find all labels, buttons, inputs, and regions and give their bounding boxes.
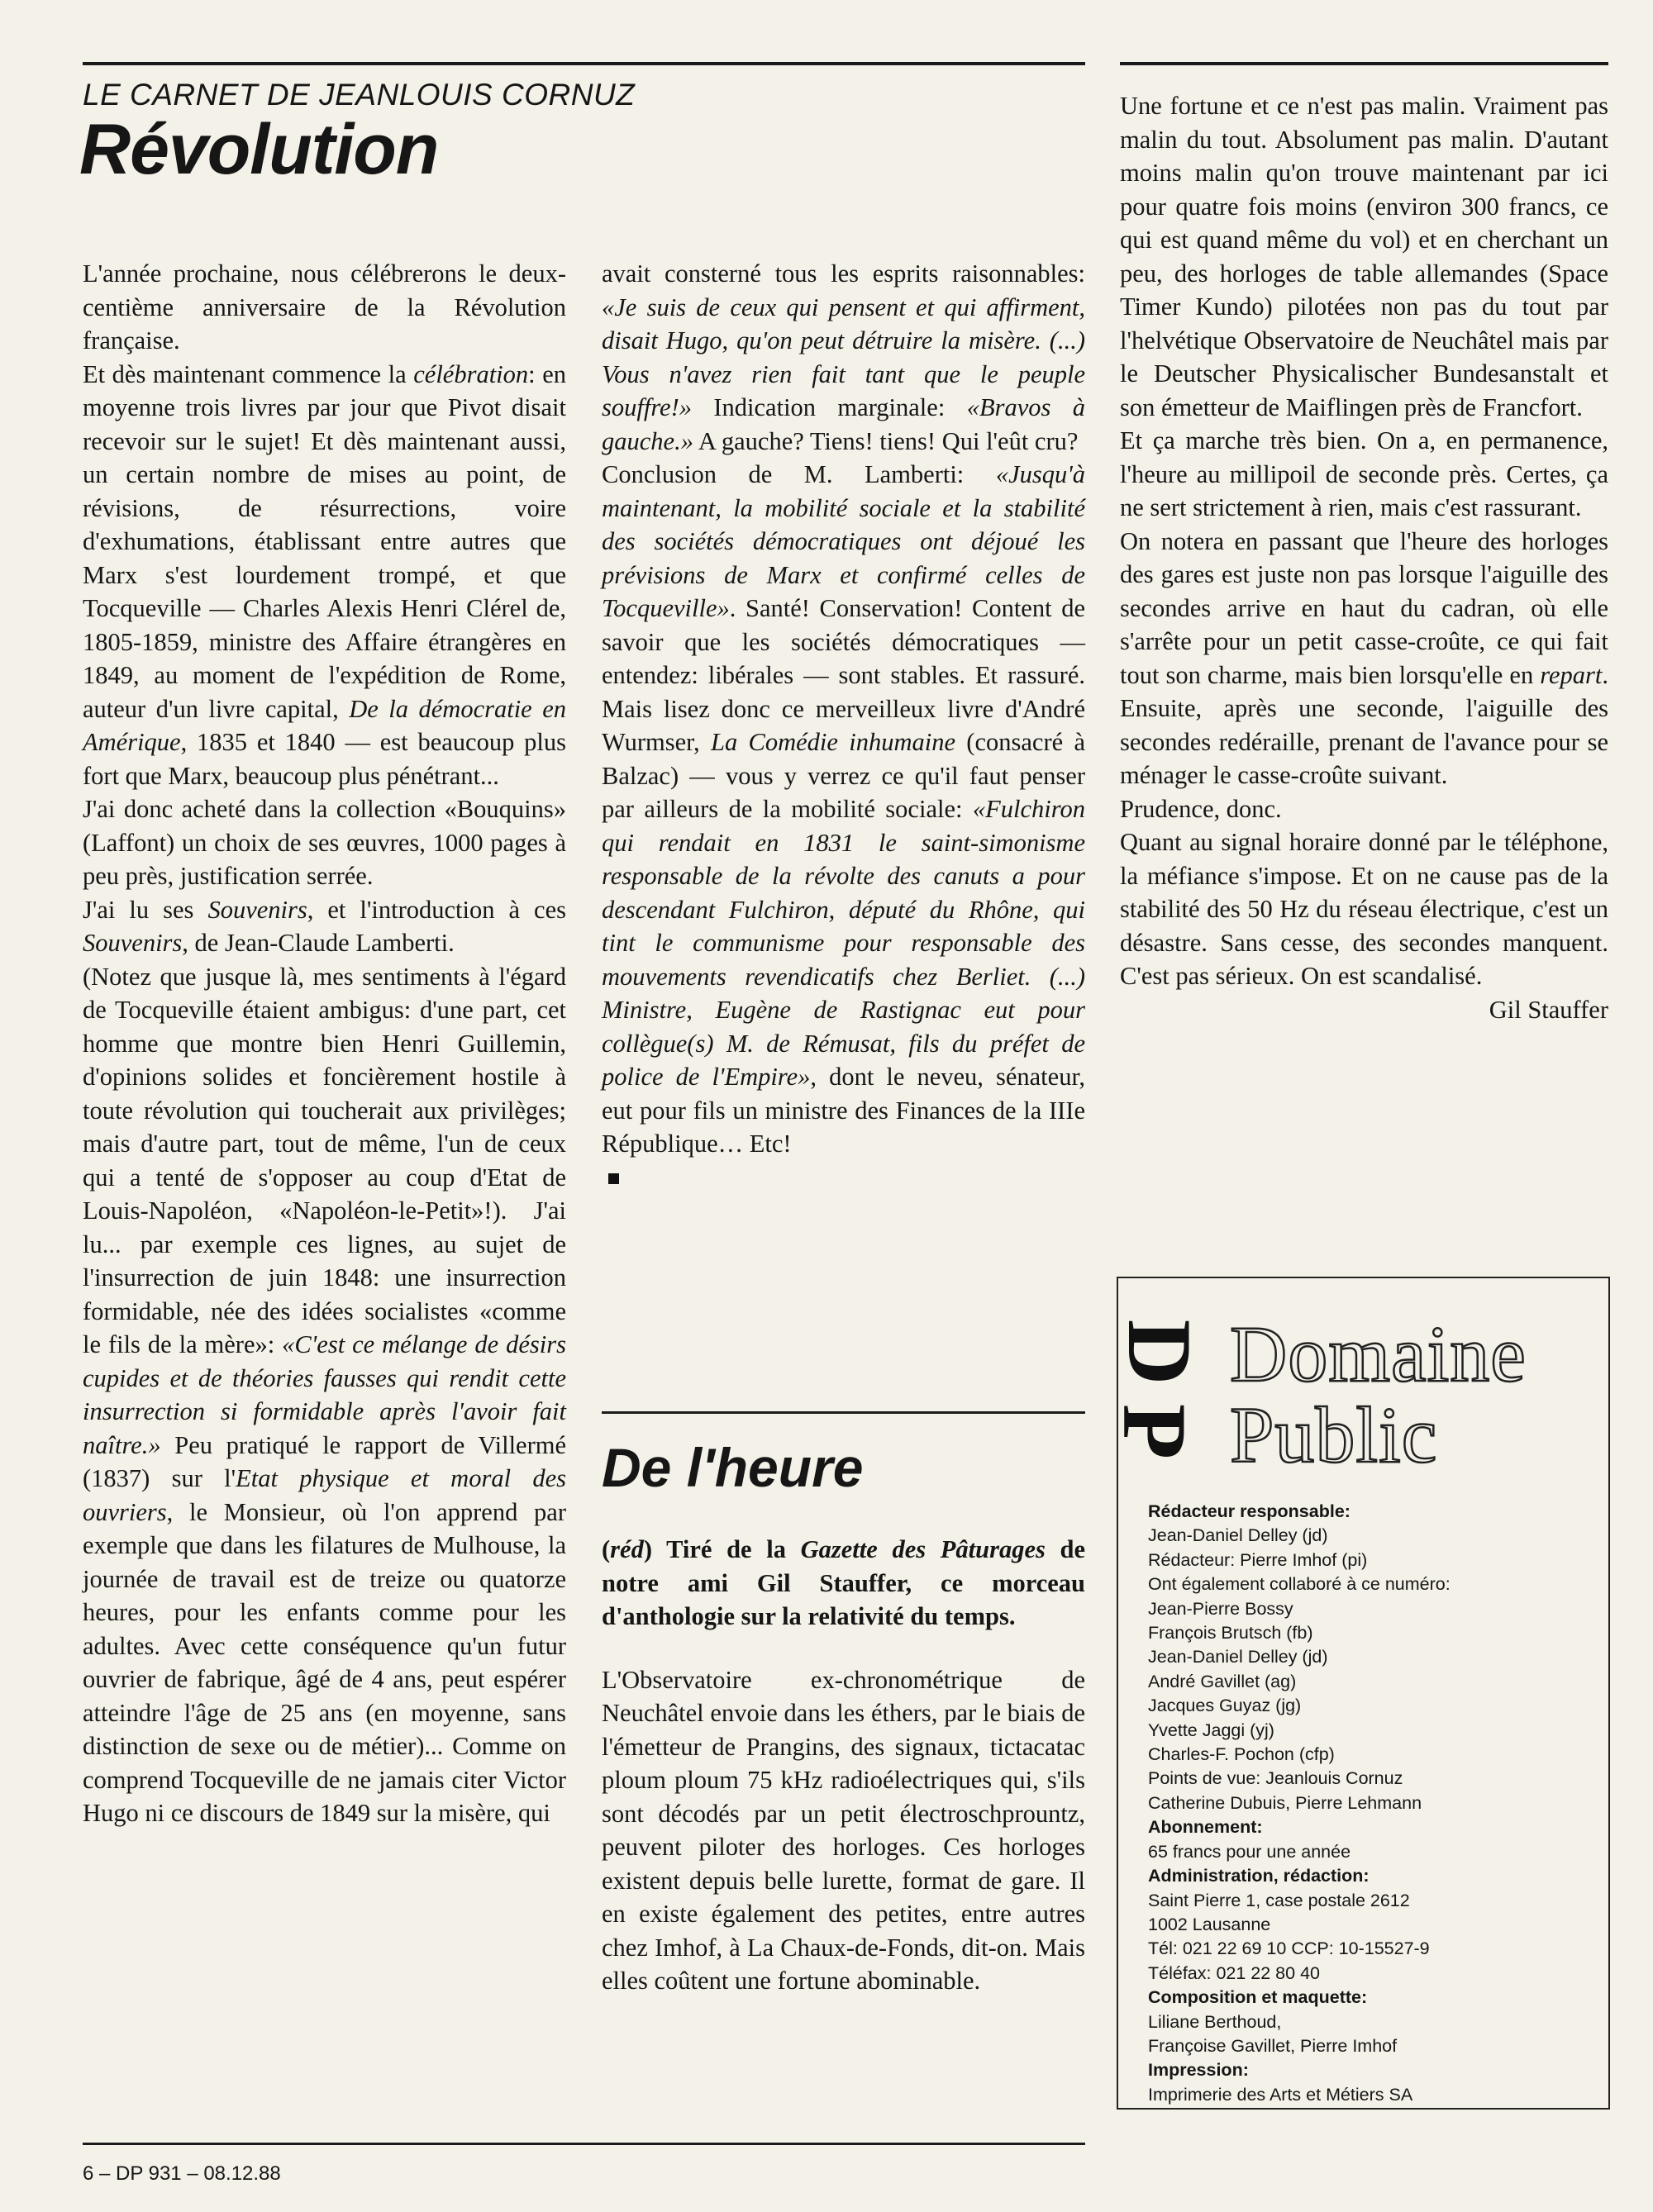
paragraph: J'ai donc acheté dans la collection «Bouquins» (Laffont) un choix de ses œuvres, 1000 pages à peu près, justification serrée. [83,795,566,890]
article-title-de-lheure: De l'heure [602,1437,864,1498]
paragraph: Prudence, donc. [1120,794,1282,823]
credit-line: Yvette Jaggi (yj) [1148,1720,1274,1740]
column-1-text [83,257,566,1830]
credit-line: François Brutsch (fb) [1148,1623,1313,1644]
article2-column-2 [602,1533,1085,1998]
article-column-2 [602,257,1085,1194]
dp-logo-letter-d: D [1109,1319,1211,1386]
article-column-1 [83,257,566,1830]
article-kicker: LE CARNET DE JEANLOUIS CORNUZ [83,78,636,112]
credit-line: Jean-Daniel Delley (jd) [1148,1525,1328,1546]
paragraph: Quant au signal horaire donné par le téléphone, la méfiance s'impose. Et on ne cause pas de la stabilité des 50 Hz du réseau électrique, c'est un désastre. Sans cesse, des secondes manquent. C'est pas sérieux. On est scandalisé. [1120,828,1608,990]
credit-line: Impression: [1148,2060,1249,2081]
article2-body-col3 [1120,89,1608,993]
paragraph: avait consterné tous les esprits raisonnables: «Je suis de ceux qui pensent et qui affirment, disait Hugo, qu'on peut détruire la misère. (...) Vous n'avez rien fait tant que le peuple souffre!» Indication marginale: «Bravos à gauche.» A gauche? Tiens! tiens! Qui l'eût cru? [602,259,1085,455]
credit-line: Tél: 021 22 69 10 CCP: 10-15527-9 [1148,1938,1430,1959]
paragraph: Une fortune et ce n'est pas malin. Vraiment pas malin du tout. Absolument pas malin. D'autant moins malin qu'on trouve maintenant par ici pour quatre fois moins (environ 300 francs, ce qui est quand même du vol) et en cherchant un peu, des horloges de table allemandes (Space Timer Kundo) pilotées non pas du tout par l'helvétique Observatoire de Neuchâtel mais par le Deutscher Physicalischer Bundesanstalt et son émetteur de Maiflingen près de Francfort. [1120,92,1608,421]
credit-line: Ont également collaboré à ce numéro: [1148,1574,1451,1595]
credit-line: Jean-Daniel Delley (jd) [1148,1647,1328,1667]
top-rule-left [83,62,1085,65]
masthead-box [1104,1277,1610,2110]
paragraph: Et dès maintenant commence la célébration: en moyenne trois livres par jour que Pivot disait recevoir sur le sujet! Et dès maintenant aussi, un certain nombre de mises au point, de révisions, de résurrections, voire d'exhumations, établissant entre autres que Marx s'est lourdement trompé, et que Tocqueville — Charles Alexis Henri Clérel de, 1805-1859, ministre des Affaire étrangères en 1849, au moment de l'expédition de Rome, auteur d'un livre capital, De la démocratie en Amérique, 1835 et 1840 — est beaucoup plus fort que Marx, beaucoup plus pénétrant... [83,359,566,790]
credit-line: 1002 Lausanne [1148,1914,1271,1934]
paragraph: L'année prochaine, nous célébrerons le deux-centième anniversaire de la Révolution française. [83,259,566,354]
credit-line: Rédacteur responsable: [1148,1501,1351,1521]
credit-line: Catherine Dubuis, Pierre Lehmann [1148,1792,1422,1813]
masthead-word-public: Public [1230,1391,1438,1479]
bottom-rule [83,2143,1085,2145]
credit-line: Administration, rédaction: [1148,1866,1370,1886]
credit-line: Points de vue: Jeanlouis Cornuz [1148,1768,1403,1789]
article-signature: Gil Stauffer [1489,995,1608,1024]
article2-lead: (réd) Tiré de la Gazette des Pâturages de notre ami Gil Stauffer, ce morceau d'anthologie sur la relativité du temps. [602,1535,1086,1630]
paragraph: Et ça marche très bien. On a, en permanence, l'heure au millipoil de seconde près. Certes, ça ne sert strictement à rien, mais c'est rassurant. [1120,426,1608,521]
credit-line: Imprimerie des Arts et Métiers SA [1148,2084,1413,2105]
credit-line: Téléfax: 021 22 80 40 [1148,1962,1320,1983]
paragraph: On notera en passant que l'heure des horloges des gares est juste non pas lorsque l'aiguille des secondes arrive en haut du cadran, où elle s'arrête pour un petit casse-croûte, ce qui fait tout son charme, mais bien lorsqu'elle en repart. Ensuite, après une seconde, l'aiguille des secondes redéraille, prenant de l'avance pour se ménager le casse-croûte suivant. [1120,526,1608,789]
page-footer: 6 – DP 931 – 08.12.88 [83,2162,281,2185]
credit-line: Jacques Guyaz (jg) [1148,1696,1302,1716]
credit-line: André Gavillet (ag) [1148,1671,1297,1691]
end-of-article-mark [608,1173,619,1184]
credit-line: Rédacteur: Pierre Imhof (pi) [1148,1549,1368,1570]
credit-line: Abonnement: [1148,1817,1263,1838]
dp-logo-letters [1104,1311,1211,1485]
article-title-revolution: Révolution [79,110,439,189]
credit-line: Composition et maquette: [1148,1987,1368,2008]
credit-line: Liliane Berthoud, [1148,2011,1282,2032]
article2-body-col2 [602,1663,1085,1998]
paragraph: L'Observatoire ex-chronométrique de Neuchâtel envoie dans les éthers, par le biais de l'émetteur de Prangins, des signaux, tictacatac ploum ploum 75 kHz radioélectriques qui, s'ils sont décodés par un petit électroschprountz, peuvent piloter des horloges. Ces horloges existent depuis belle lurette, format de gare. Il en existe également des petites, entre autres chez Imhof, à La Chaux-de-Fonds, dit-on. Mais elles coûtent une fortune abominable. [602,1665,1085,1995]
credit-line: Françoise Gavillet, Pierre Imhof [1148,2035,1398,2056]
paragraph: (Notez que jusque là, mes sentiments à l'égard de Tocqueville étaient ambigus: d'une part, cet homme que montre bien Henri Guillemin, d'opinions solides et foncièrement hostile à toute révolution qui toucherait aux privilèges; mais d'autre part, tout de même, l'un de ceux qui a tenté de s'opposer au coup d'Etat de Louis-Napoléon, «Napoléon-le-Petit»!). J'ai lu... par exemple ces lignes, au sujet de l'insurrection de juin 1848: une insurrection formidable, née des idées socialistes «comme le fils de la mère»: «C'est ce mélange de désirs cupides et de théories fausses qui rendit cette insurrection si formidable après l'avoir fait naître.» Peu pratiqué le rapport de Villermé (1837) sur l'Etat physique et moral des ouvriers, le Monsieur, où l'on apprend par exemple que dans les filatures de Mulhouse, la journée de travail est de treize ou quatorze heures, pour les enfants comme pour les adultes. Avec cette conséquence qu'un futur ouvrier de fabrique, âgé de 4 ans, peut espérer atteindre l'âge de 25 ans (en moyenne, sans distinction de sexe ou de métier)... Comme on comprend Tocqueville de ne jamais citer Victor Hugo ni ce discours de 1849 sur la misère, qui [83,962,566,1827]
credit-line: Saint Pierre 1, case postale 2612 [1148,1890,1410,1910]
masthead-word-domaine: Domaine [1230,1310,1527,1398]
credit-line: Charles-F. Pochon (cfp) [1148,1744,1335,1765]
section-rule [602,1411,1085,1414]
dp-logo-letter-p: P [1104,1403,1206,1460]
column-2-text [602,257,1085,1161]
credit-line: Jean-Pierre Bossy [1148,1598,1293,1619]
paragraph: Conclusion de M. Lamberti: «Jusqu'à maintenant, la mobilité sociale et la stabilité des sociétés démocratiques ont déjoué les prévisions de Marx et confirmé celles de Tocqueville». Santé! Conservation! Content de savoir que les sociétés démocratiques — entendez: libérales — sont stables. Et rassuré. Mais lisez donc ce merveilleux livre d'André Wurmser, La Comédie inhumaine (consacré à Balzac) — vous y verrez ce qu'il faut penser par ailleurs de la mobilité sociale: «Fulchiron qui rendait en 1831 le saint-simonisme responsable de la révolte des canuts a pour descendant Fulchiron, député du Rhône, qui tint le communisme pour responsable des mouvements revendicatifs chez Berliet. (...) Ministre, Eugène de Rastignac eut pour collègue(s) M. de Rémusat, fils du préfet de police de l'Empire», dont le neveu, sénateur, eut pour fils un ministre des Finances de la IIIe République… Etc! [602,460,1086,1158]
top-rule-right [1120,62,1608,65]
masthead-credits [1148,1500,1598,2107]
credit-line: 65 francs pour une année [1148,1841,1351,1862]
paragraph: J'ai lu ses Souvenirs, et l'introduction à ces Souvenirs, de Jean-Claude Lamberti. [83,895,566,957]
article2-column-3 [1120,89,1608,1026]
